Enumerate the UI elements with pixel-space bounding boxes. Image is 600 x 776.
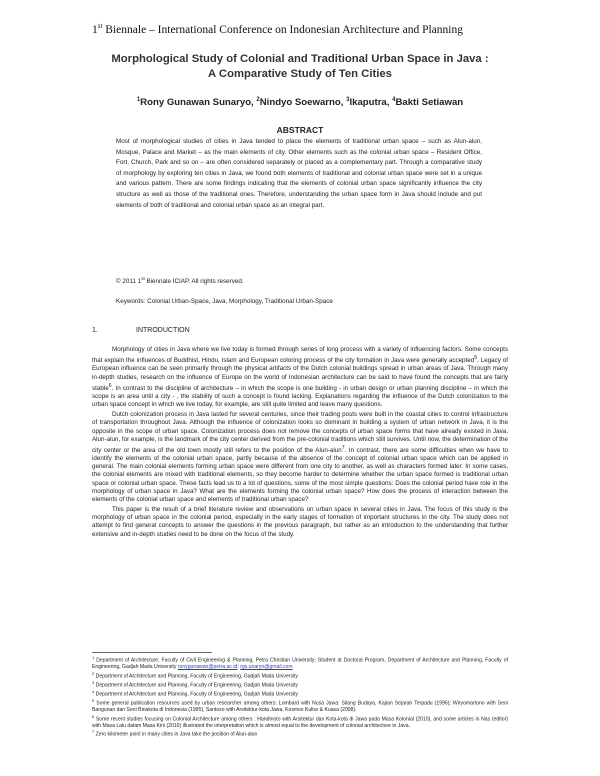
footnote-1-sep: ;	[237, 664, 241, 671]
title-line-1: Morphological Study of Colonial and Traditional Urban Space in Java :	[111, 53, 489, 65]
footnote-6-num: 6	[92, 713, 95, 719]
abstract-heading: ABSTRACT	[276, 125, 324, 135]
header-ordinal: 1	[92, 23, 98, 36]
footnote-2-text: Department of Architecture and Planning, Faculty of Engineering, Gadjah Mada University	[94, 673, 299, 680]
author-3: Ikaputra,	[349, 97, 393, 109]
footnote-divider	[92, 652, 212, 653]
author-1-sup: 1	[136, 97, 141, 103]
footnote-ref-7: 7	[341, 444, 345, 451]
header-ordinal-sup: st	[97, 22, 103, 30]
paragraph-1-part-a: Morphology of cities in Java where we live today is formed through series of long process with a variety of influencing factors. Some concepts that explain the influences of Buddhist, Hindu, Islam and European coloring process of the city formation in Java were generally accepted	[92, 346, 508, 365]
footnote-5-text: Some general publication resources used by urban researcher among others: Lombard with Nusa Jawa: Silang Budaya, Kajian Sejarah Terpadu (1996); Wiryomartono with Seni Bangunan dan Seni Binakota di Indonesia (1995), Santoso with Arsitektur-kota Jawa, Kosmos Kultur & Kuasa (2008).	[92, 700, 508, 714]
footnote-4-text: Department of Architecture and Planning, Faculty of Engineering, Gadjah Mada University	[94, 691, 299, 698]
footnote-7	[92, 729, 508, 738]
author-2-sup: 2	[256, 97, 260, 103]
title-line-2: A Comparative Study of Ten Cities	[208, 68, 392, 80]
paragraph-1-part-c: . In contrast to the discipline of architecture – in which the scope is one building - in urban design or urban planning discipline – in which the scope is an area until a city - , the stability of such a concept is found lacking. Explanations regarding the influence of the Dutch colonization to the urban space concept in which we live today, for example, are still quite limited and leave many questions.	[92, 384, 508, 409]
author-4-sup: 4	[392, 97, 396, 103]
footnote-4	[92, 689, 508, 698]
section-title: INTRODUCTION	[136, 327, 190, 334]
copyright-suffix: Biennale ICIAP. All rights reserved.	[144, 278, 244, 286]
footnote-ref-6: 6	[108, 382, 112, 389]
footnote-4-num: 4	[92, 688, 95, 694]
footnote-5-num: 5	[92, 698, 95, 704]
introduction-body	[92, 346, 508, 539]
paragraph-1	[92, 346, 508, 409]
footnote-2-num: 2	[92, 670, 95, 676]
paragraph-2	[92, 411, 508, 504]
footnote-3	[92, 680, 508, 689]
footnotes	[92, 655, 508, 738]
header-conference: Biennale – International Conference on Indonesian Architecture and Planning	[102, 23, 463, 36]
paragraph-3: This paper is the result of a brief literature review and observations on urban space in several cities in Java. The focus of this study is the morphology of urban space in the colonial period, especially in the early stages of formation of important structures in the city. The study does not attempt to find general concepts to answer the questions in the previous paragraph, but rather as an introduction to the understanding that further extensive and in-depth studies need to be done on the focus of the study.	[92, 506, 508, 538]
footnote-1	[92, 655, 508, 671]
footnote-1-num: 1	[92, 655, 95, 660]
copyright-prefix: © 2011 1	[116, 278, 142, 286]
footnote-6	[92, 714, 508, 730]
section-heading	[92, 327, 190, 334]
footnote-3-num: 3	[92, 679, 95, 685]
footnote-6-text: Some recent studies focusing on Colonial Architecture among others : Handinoto with Arsitektur dan Kota-kota di Jawa pada Masa Kolonial (2010), and some articles in Nas (editor) with Masa Lalu dalam Masa Kini (2010) illustrated the interpretation which is almost equal to the development of colonial architecture in Java.	[92, 716, 508, 729]
paper-title	[60, 52, 540, 82]
footnote-5	[92, 698, 508, 714]
abstract-text: Most of morphological studies of cities in Java tended to place the elements of traditional urban space – such as Alun-alun, Mosque, Palace and Market – as the main elements of city. Other elements such as the colonial urban space – Resident Office, Fort, Church, Park and so on – are often considered separately or placed as a complementary part. Through a comparative study of morphology by exploring ten cities in Java, we found both elements of traditional and colonial urban space were set in a unique and various pattern. There are some findings indicating that the elements of colonial urban space significantly influence the city structure as well as those of the traditional ones. Therefore, understanding the urban space form in Java should include and put elements of both of traditional and colonial urban space as an integral part.	[116, 138, 482, 209]
footnote-ref-5: 5	[474, 355, 478, 362]
footnote-3-text: Department of Architecture and Planning, Faculty of Engineering, Gadjah Mada University	[94, 682, 299, 689]
footnote-2	[92, 671, 508, 680]
keywords: Keywords: Colonial Urban-Space, Java, Morphology, Traditional Urban-Space	[116, 298, 333, 305]
author-1: Rony Gunawan Sunaryo,	[140, 97, 257, 109]
conference-header	[92, 22, 463, 36]
copyright-sup: st	[141, 276, 145, 281]
footnote-1-text: Department of Architecture, Faculty of Civil Engineering & Planning, Petra Christian University; Student at Doctoral Program, Department of Architecture and Planning, Faculty of Engineering, Gadjah Mada University	[92, 657, 508, 671]
section-number: 1.	[92, 327, 98, 334]
email-link-2[interactable]: rgs.unaryo@gmail.com	[240, 664, 293, 671]
email-link-1[interactable]: ronygunawan@petra.ac.id	[177, 664, 238, 671]
author-3-sup: 3	[346, 97, 350, 103]
author-4: Bakti Setiawan	[395, 97, 464, 109]
author-2: Nindyo Soewarno,	[259, 97, 347, 109]
footnote-7-text: Zero kilometer point in many cities in Java take the position of Alun-alun	[94, 731, 258, 738]
paragraph-1-part-b: . Legacy of European influence can be seen primarily through the physical artifacts of the Dutch colonial buildings spread in urban areas of Java. Through many in-depth studies, research on the influence of Europe on the world of Indonesian architecture can be said to have found the concepts that are fairly stable	[92, 357, 509, 392]
copyright-line	[116, 276, 244, 285]
author-list	[60, 97, 540, 108]
footnote-7-num: 7	[92, 729, 95, 735]
paragraph-2-part-a: Dutch colonization process in Java lasted for several centuries, since their trading posts were built in the coastal cities to control infrastructure of transportation throughout Java. Although the influence of colonization looks so dominant in building a system of urban network in Java, it is the opposite in the scope of urban space. Colonization process does not remove the concepts of urban space forms that have already existed in Java. Alun-alun, for example, is the landmark of the city center derived from the pre-colonial traditions which still survives. Until now, the determination of the city center or the area of the old town mostly still refers to the position of the Alun-alun	[92, 411, 508, 454]
paragraph-2-part-b: . In contrast, there are some difficulties when we have to identify the elements of the colonial urban space, partly because of the absence of the concept of colonial urban space which can be applied in general. The main colonial elements forming urban space were different from one city to another, as well as characters formed later. In some cases, the colonial elements are mixed with traditional elements, so they become harder to determine whether the urban space formed is traditional urban space or colonial urban space. These facts lead us to a lot of questions, some of the most simple questions: Does the colonial period have role in the morphology of urban space in Java? What are the elements forming the colonial urban space? How does the process of interaction between the elements of the colonial urban space and elements of traditional urban space?	[92, 446, 508, 503]
